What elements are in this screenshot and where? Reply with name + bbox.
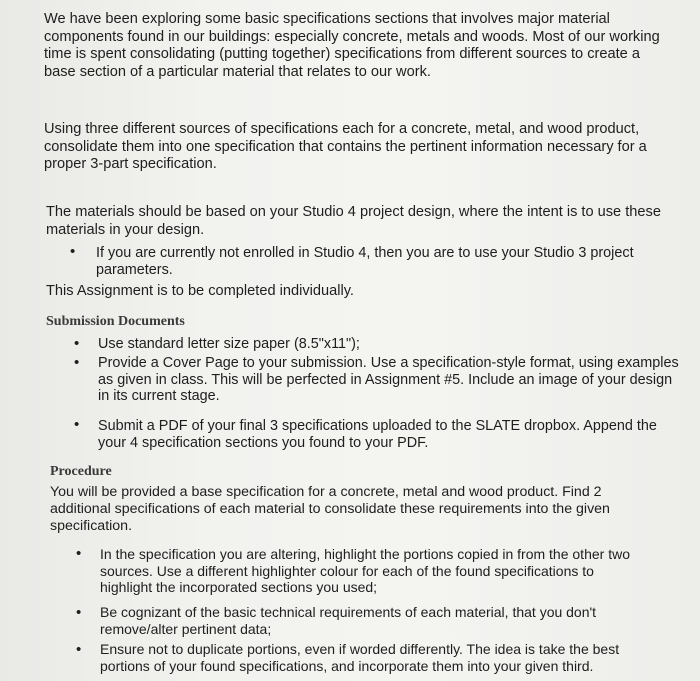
procedure-item: Ensure not to duplicate portions, even if worded differently. The idea is take the best portions of your found specifications, and incorporate them into your given third. [100, 641, 620, 674]
procedure-paragraph: You will be provided a base specification for a concrete, metal and wood product. Find 2 additional specifications of each material to consolidate these requirements into the given specification. [50, 484, 610, 535]
procedure-item: Be cognizant of the basic technical requirements of each material, that you don't remove/alter pertinent data; [100, 604, 597, 637]
intro-paragraph: We have been exploring some basic specifications sections that involves major material components found in our buildings: especially concrete, metals and woods. Most of our working time is spent consolidating (putting together) specifications from different sources to create a base section of a particular material that relates to our work. [44, 11, 660, 80]
bullet-marker: • [76, 545, 82, 562]
procedure-item: In the specification you are altering, highlight the portions copied in from the other two sources. Use a different highlighter colour for each of the found specifications to highlight the incorporated sections you used; [100, 546, 630, 596]
submission-item: Use standard letter size paper (8.5"x11"); [98, 336, 360, 352]
bullet-marker: • [70, 243, 76, 260]
materials-bullet: If you are currently not enrolled in Studio 4, then you are to use your Studio 3 project parameters. [96, 245, 634, 278]
task-paragraph: Using three different sources of specifications each for a concrete, metal, and wood product, consolidate them into one specification that contains the pertinent information necessary for a proper 3-part specification. [44, 121, 647, 173]
bullet-marker: • [74, 354, 80, 371]
individual-note: This Assignment is to be completed individually. [46, 283, 354, 299]
submission-heading: Submission Documents [46, 314, 185, 329]
bullet-marker: • [76, 604, 82, 621]
submission-item: Submit a PDF of your final 3 specifications uploaded to the SLATE dropbox. Append the your 4 specification sections you found to your PDF. [98, 418, 657, 451]
bullet-marker: • [74, 416, 80, 433]
bullet-marker: • [76, 641, 82, 658]
bullet-marker: • [74, 335, 80, 352]
submission-item: Provide a Cover Page to your submission. Use a specification-style format, using examples as given in class. This will be perfected in Assignment #5. Include an image of your design in its current stage. [98, 355, 679, 405]
procedure-heading: Procedure [50, 464, 112, 479]
materials-paragraph: The materials should be based on your Studio 4 project design, where the intent is to use these materials in your design. [46, 204, 661, 238]
